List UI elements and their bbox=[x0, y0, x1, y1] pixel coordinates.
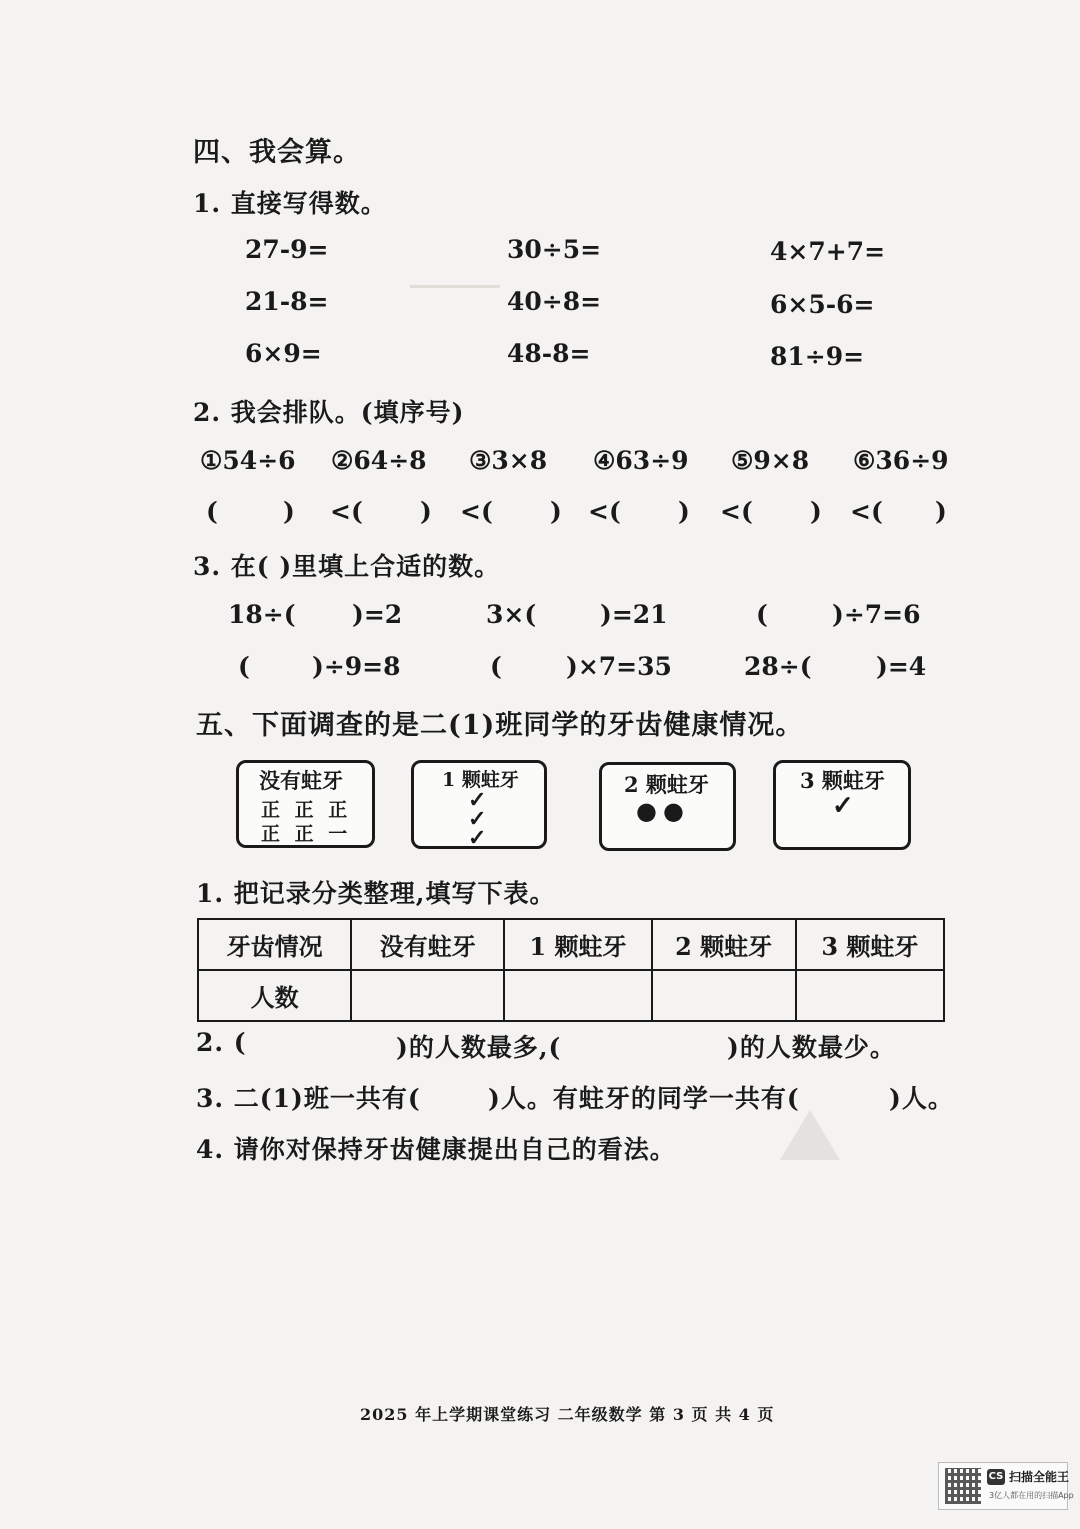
scanner-subtitle: 3亿人都在用的扫描App bbox=[989, 1491, 1074, 1500]
table-row-label: 人数 bbox=[198, 970, 351, 1021]
order-lt: <( bbox=[330, 497, 363, 526]
card-title: 没有蛀牙 bbox=[259, 768, 343, 793]
order-blank-close: ) bbox=[420, 497, 432, 526]
fill-pre: ( bbox=[756, 600, 768, 629]
section-4-heading: 四、我会算。 bbox=[193, 137, 361, 168]
order-lt: <( bbox=[720, 497, 753, 526]
s5-q3-part: )人。有蛀牙的同学一共有( bbox=[488, 1084, 800, 1113]
order-item: ③3×8 bbox=[469, 446, 548, 475]
s5-q3-part: )人。 bbox=[889, 1084, 954, 1113]
fill-pre: ( bbox=[238, 652, 250, 681]
survey-card-one-cavity bbox=[411, 760, 547, 849]
fill-pre: 28÷( bbox=[744, 652, 812, 681]
calc-item: 4×7+7= bbox=[770, 237, 886, 266]
section-5-heading: 五、下面调查的是二(1)班同学的牙齿健康情况。 bbox=[196, 710, 804, 741]
answer-cell[interactable] bbox=[351, 970, 504, 1021]
table-header-row bbox=[198, 919, 944, 970]
fill-post: )÷7=6 bbox=[832, 600, 921, 629]
answer-cell[interactable] bbox=[652, 970, 796, 1021]
order-item: ⑤9×8 bbox=[731, 446, 810, 475]
card-title: 3 颗蛀牙 bbox=[800, 768, 885, 793]
check-marks: ✓✓✓ bbox=[468, 787, 487, 851]
s5-q2-part: )的人数最多,( bbox=[396, 1033, 562, 1062]
s5-q2-part: 2. ( bbox=[196, 1028, 247, 1057]
answer-cell[interactable] bbox=[504, 970, 651, 1021]
order-blank-open: ( bbox=[206, 497, 218, 526]
card-title: 2 颗蛀牙 bbox=[624, 772, 709, 797]
calc-item: 48-8= bbox=[507, 339, 591, 368]
order-item: ⑥36÷9 bbox=[853, 446, 949, 475]
order-lt: <( bbox=[588, 497, 621, 526]
scanner-logo: CS bbox=[987, 1469, 1005, 1485]
order-item: ④63÷9 bbox=[593, 446, 689, 475]
bleed-through-mark bbox=[410, 285, 500, 288]
page-footer: 2025 年上学期课堂练习 二年级数学 第 3 页 共 4 页 bbox=[360, 1405, 775, 1424]
q3-title: 3. 在( )里填上合适的数。 bbox=[193, 552, 501, 581]
calc-item: 6×5-6= bbox=[770, 290, 875, 319]
calc-item: 6×9= bbox=[245, 339, 322, 368]
order-item: ①54÷6 bbox=[200, 446, 296, 475]
order-lt: <( bbox=[850, 497, 883, 526]
tally-marks: 正 正 一 bbox=[261, 823, 352, 845]
table-header-cell: 3 颗蛀牙 bbox=[796, 919, 944, 970]
s5-q2-part: )的人数最少。 bbox=[727, 1033, 896, 1062]
order-blank-close: ) bbox=[678, 497, 690, 526]
calc-item: 21-8= bbox=[245, 287, 329, 316]
table-row bbox=[198, 970, 944, 1021]
calc-item: 81÷9= bbox=[770, 342, 865, 371]
order-blank-close: ) bbox=[550, 497, 562, 526]
tally-marks: 正 正 正 bbox=[261, 799, 352, 821]
scanner-title: 扫描全能王 bbox=[1009, 1470, 1070, 1484]
check-marks: ✓ bbox=[832, 791, 854, 821]
bleed-through-triangle bbox=[780, 1110, 840, 1160]
table-header-cell: 2 颗蛀牙 bbox=[652, 919, 796, 970]
q1-title: 1. 直接写得数。 bbox=[193, 189, 387, 218]
table-header-cell: 1 颗蛀牙 bbox=[504, 919, 651, 970]
fill-pre: 3×( bbox=[486, 600, 537, 629]
survey-card-three-cavities bbox=[773, 760, 911, 850]
calc-item: 30÷5= bbox=[507, 235, 602, 264]
s5-q3-part: 3. 二(1)班一共有( bbox=[196, 1084, 421, 1113]
scanner-watermark bbox=[938, 1462, 1074, 1510]
survey-card-two-cavities bbox=[599, 762, 736, 851]
dot-marks: ●● bbox=[636, 797, 690, 825]
fill-post: )=4 bbox=[876, 652, 927, 681]
order-blank-close: ) bbox=[283, 497, 295, 526]
order-blank-close: ) bbox=[935, 497, 947, 526]
fill-pre: ( bbox=[490, 652, 502, 681]
fill-pre: 18÷( bbox=[228, 600, 296, 629]
q2-title: 2. 我会排队。(填序号) bbox=[193, 398, 465, 427]
order-blank-close: ) bbox=[810, 497, 822, 526]
qr-code-icon bbox=[945, 1468, 981, 1504]
card-title: 1 颗蛀牙 bbox=[442, 769, 519, 791]
survey-card-no-cavity bbox=[236, 760, 375, 848]
table-header-cell: 牙齿情况 bbox=[198, 919, 351, 970]
calc-item: 27-9= bbox=[245, 235, 329, 264]
answer-cell[interactable] bbox=[796, 970, 944, 1021]
s5-q1-title: 1. 把记录分类整理,填写下表。 bbox=[196, 879, 556, 908]
order-item: ②64÷8 bbox=[331, 446, 427, 475]
calc-item: 40÷8= bbox=[507, 287, 602, 316]
tally-table bbox=[197, 918, 945, 1022]
fill-post: )×7=35 bbox=[566, 652, 672, 681]
table-header-cell: 没有蛀牙 bbox=[351, 919, 504, 970]
fill-post: )=21 bbox=[600, 600, 668, 629]
order-lt: <( bbox=[460, 497, 493, 526]
s5-q4-title: 4. 请你对保持牙齿健康提出自己的看法。 bbox=[196, 1135, 676, 1164]
fill-post: )÷9=8 bbox=[312, 652, 401, 681]
fill-post: )=2 bbox=[352, 600, 403, 629]
